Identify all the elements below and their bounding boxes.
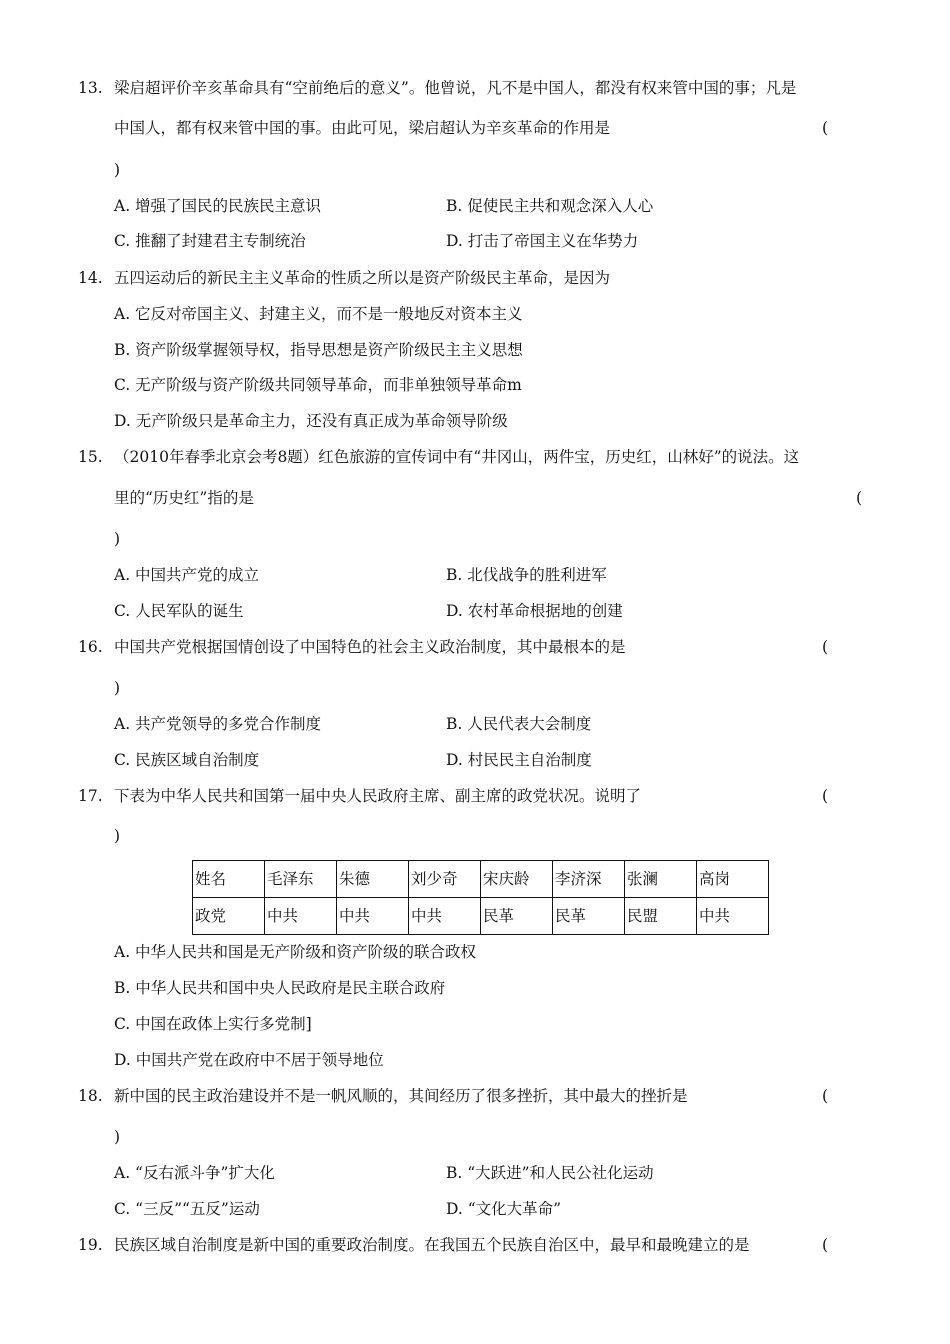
table-cell: 中共 bbox=[337, 898, 409, 935]
table-cell: 宋庆龄 bbox=[481, 861, 553, 898]
table-cell: 姓名 bbox=[193, 861, 265, 898]
q15-answer-open: ( bbox=[856, 489, 863, 507]
q13-option-b: B. 促使民主共和观念深入人心 bbox=[446, 197, 654, 215]
table-cell: 李济深 bbox=[553, 861, 625, 898]
table-row bbox=[193, 898, 769, 935]
q15-option-b: B. 北伐战争的胜利进军 bbox=[446, 566, 607, 584]
q16-answer-open: ( bbox=[822, 638, 829, 656]
q15-option-d: D. 农村革命根据地的创建 bbox=[446, 602, 623, 620]
q16-text-line1: 中国共产党根据国情创设了中国特色的社会主义政治制度，其中最根本的是 bbox=[114, 638, 626, 656]
q14-option-b: B. 资产阶级掌握领导权，指导思想是资产阶级民主主义思想 bbox=[114, 341, 523, 359]
q19-number: 19. bbox=[78, 1236, 103, 1254]
table-cell: 民盟 bbox=[625, 898, 697, 935]
q13-option-c: C. 推翻了封建君主专制统治 bbox=[114, 232, 306, 250]
q16-answer-close: ) bbox=[114, 679, 121, 697]
table-cell: 民革 bbox=[481, 898, 553, 935]
table-cell: 中共 bbox=[265, 898, 337, 935]
q13-number: 13. bbox=[78, 79, 103, 97]
q17-option-c: C. 中国在政体上实行多党制] bbox=[114, 1015, 312, 1033]
q18-option-a: A. “反右派斗争”扩大化 bbox=[114, 1164, 275, 1182]
q16-option-a: A. 共产党领导的多党合作制度 bbox=[114, 715, 322, 733]
table-cell: 民革 bbox=[553, 898, 625, 935]
q17-option-d: D. 中国共产党在政府中不居于领导地位 bbox=[114, 1051, 384, 1069]
q18-answer-close: ) bbox=[114, 1128, 121, 1146]
party-table bbox=[192, 860, 769, 935]
table-cell: 高岗 bbox=[697, 861, 769, 898]
q14-option-a: A. 它反对帝国主义、封建主义，而不是一般地反对资本主义 bbox=[114, 305, 523, 323]
q17-answer-open: ( bbox=[822, 787, 829, 805]
q15-text-line1: （2010年春季北京会考8题）红色旅游的宣传词中有“井冈山，两件宝，历史红，山林好”的说法。这 bbox=[114, 448, 800, 466]
q17-number: 17. bbox=[78, 787, 103, 805]
q13-text-line1: 梁启超评价辛亥革命具有“空前绝后的意义”。他曾说，凡不是中国人，都没有权来管中国的事；凡是 bbox=[114, 79, 797, 97]
q13-answer-close: ) bbox=[114, 161, 121, 179]
q13-option-d: D. 打击了帝国主义在华势力 bbox=[446, 232, 639, 250]
table-cell: 刘少奇 bbox=[409, 861, 481, 898]
q18-number: 18. bbox=[78, 1087, 103, 1105]
q15-option-c: C. 人民军队的诞生 bbox=[114, 602, 244, 620]
q16-number: 16. bbox=[78, 638, 103, 656]
q15-option-a: A. 中国共产党的成立 bbox=[114, 566, 260, 584]
q16-option-d: D. 村民民主自治制度 bbox=[446, 751, 592, 769]
q15-text-line2: 里的“历史红”指的是 bbox=[114, 489, 254, 507]
q18-text-line1: 新中国的民主政治建设并不是一帆风顺的，其间经历了很多挫折，其中最大的挫折是 bbox=[114, 1087, 688, 1105]
q16-option-b: B. 人民代表大会制度 bbox=[446, 715, 592, 733]
table-cell: 毛泽东 bbox=[265, 861, 337, 898]
q17-answer-close: ) bbox=[114, 827, 121, 845]
q18-option-c: C. “三反”“五反”运动 bbox=[114, 1200, 260, 1218]
q14-number: 14. bbox=[78, 269, 103, 287]
q15-answer-close: ) bbox=[114, 530, 121, 548]
q13-option-a: A. 增强了国民的民族民主意识 bbox=[114, 197, 322, 215]
q16-option-c: C. 民族区域自治制度 bbox=[114, 751, 260, 769]
q17-option-b: B. 中华人民共和国中央人民政府是民主联合政府 bbox=[114, 979, 446, 997]
q18-option-b: B. “大跃进”和人民公社化运动 bbox=[446, 1164, 654, 1182]
table-cell: 张澜 bbox=[625, 861, 697, 898]
table-cell: 中共 bbox=[697, 898, 769, 935]
table-row bbox=[193, 861, 769, 898]
q14-option-d: D. 无产阶级只是革命主力，还没有真正成为革命领导阶级 bbox=[114, 412, 508, 430]
q14-option-c: C. 无产阶级与资产阶级共同领导革命，而非单独领导革命m bbox=[114, 376, 522, 394]
q13-answer-open: ( bbox=[822, 119, 829, 137]
q18-option-d: D. “文化大革命” bbox=[446, 1200, 562, 1218]
q13-text-line2: 中国人，都有权来管中国的事。由此可见，梁启超认为辛亥革命的作用是 bbox=[114, 119, 611, 137]
q14-text-line1: 五四运动后的新民主主义革命的性质之所以是资产阶级民主革命，是因为 bbox=[114, 269, 611, 287]
q19-answer-open: ( bbox=[822, 1236, 829, 1254]
q17-text-line1: 下表为中华人民共和国第一届中央人民政府主席、副主席的政党状况。说明了 bbox=[114, 787, 642, 805]
q15-number: 15. bbox=[78, 448, 103, 466]
q17-option-a: A. 中华人民共和国是无产阶级和资产阶级的联合政权 bbox=[114, 943, 477, 961]
table-cell: 中共 bbox=[409, 898, 481, 935]
table-cell: 朱德 bbox=[337, 861, 409, 898]
q18-answer-open: ( bbox=[822, 1087, 829, 1105]
q19-text-line1: 民族区域自治制度是新中国的重要政治制度。在我国五个民族自治区中，最早和最晚建立的是 bbox=[114, 1236, 750, 1254]
table-cell: 政党 bbox=[193, 898, 265, 935]
